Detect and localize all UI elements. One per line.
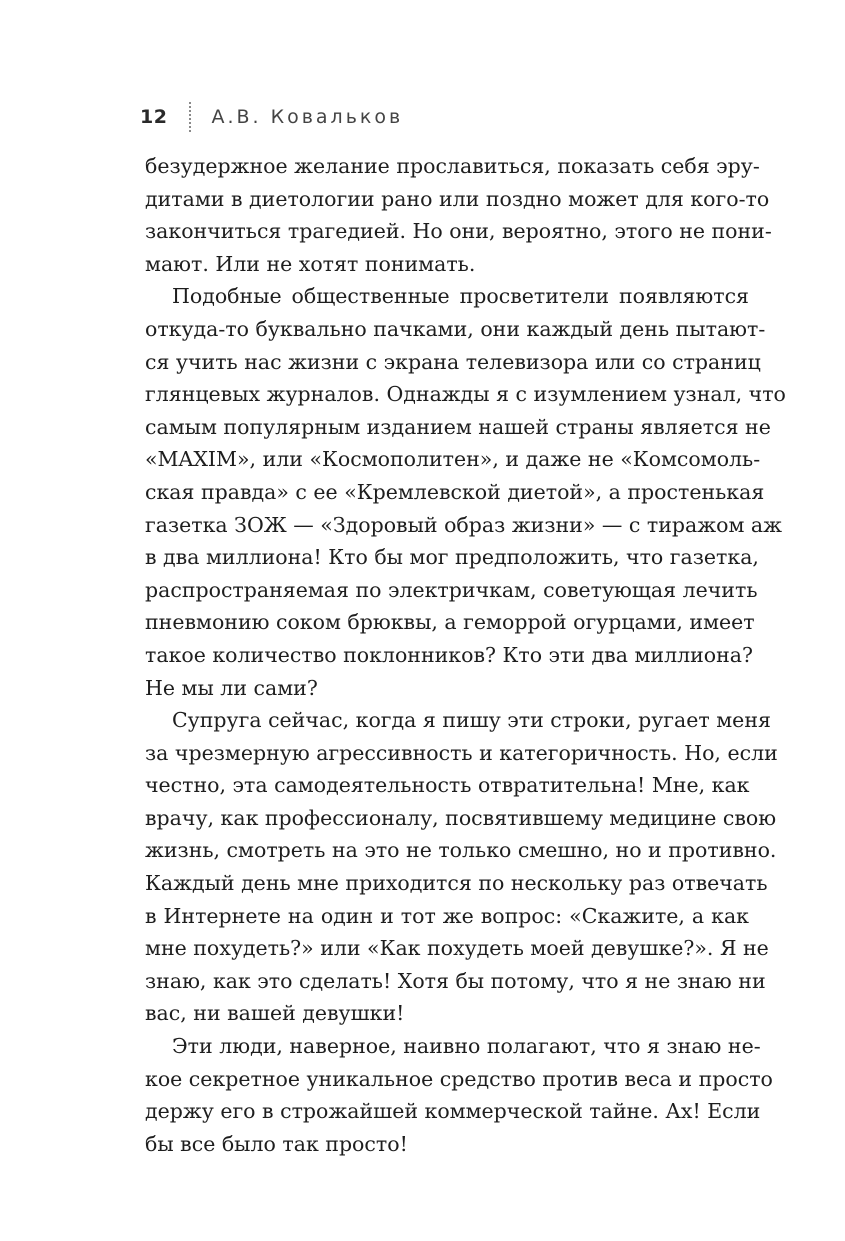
text-line: в два миллиона! Кто бы мог предположить, что газетка,: [145, 545, 759, 570]
text-line: глянцевых журналов. Однажды я с изумлением узнал, что: [145, 382, 786, 407]
text-line: в Интернете на один и тот же вопрос: «Скажите, а как: [145, 903, 749, 928]
text-line: честно, эта самодеятельность отвратительна! Мне, как: [145, 773, 750, 798]
text-line: распространяемая по электричкам, советующая лечить: [145, 577, 758, 602]
text-line: бы все было так просто!: [145, 1131, 408, 1156]
text-line: мают. Или не хотят понимать.: [145, 251, 476, 276]
page-number: 12: [140, 106, 168, 128]
text-line: кое секретное уникальное средство против веса и просто: [145, 1066, 773, 1091]
body-text: [145, 150, 786, 1160]
text-line: жизнь, смотреть на это не только смешно, но и противно.: [145, 838, 777, 863]
text-line: закончиться трагедией. Но они, вероятно, этого не пони-: [145, 219, 772, 244]
text-line: газетка ЗОЖ — «Здоровый образ жизни» — с тиражом аж: [145, 512, 783, 537]
running-head-author: А.В. Ковальков: [211, 106, 404, 128]
paragraph-first-line: Эти люди, наверное, наивно полагают, что я знаю не-: [172, 1034, 761, 1059]
text-line: пневмонию соком брюквы, а геморрой огурцами, имеет: [145, 610, 755, 635]
text-line: врачу, как профессионалу, посвятившему медицине свою: [145, 805, 777, 830]
text-line: безудержное желание прославиться, показать себя эру-: [145, 154, 760, 178]
text-line: Не мы ли сами?: [145, 675, 318, 700]
text-line: держу его в строжайшей коммерческой тайне. Ах! Если: [145, 1099, 761, 1124]
text-line: самым популярным изданием нашей страны является не: [145, 414, 771, 439]
paragraph-first-line: Подобные общественные просветители появляются: [172, 284, 749, 309]
text-line: вас, ни вашей девушки!: [145, 1001, 405, 1026]
paragraph-first-line: Супруга сейчас, когда я пишу эти строки, ругает меня: [172, 708, 771, 733]
text-line: знаю, как это сделать! Хотя бы потому, что я не знаю ни: [145, 968, 766, 993]
text-line: мне похудеть?» или «Как похудеть моей девушке?». Я не: [145, 936, 769, 961]
header-divider: [189, 102, 191, 132]
text-line: ская правда» с ее «Кремлевской диетой», а простенькая: [145, 479, 765, 504]
text-line: Каждый день мне приходится по нескольку раз отвечать: [145, 871, 768, 896]
text-line: откуда-то буквально пачками, они каждый день пытают-: [145, 316, 766, 341]
text-line: за чрезмерную агрессивность и категоричность. Но, если: [145, 740, 778, 765]
text-line: такое количество поклонников? Кто эти два миллиона?: [145, 642, 753, 667]
text-line: дитами в диетологии рано или поздно может для кого-то: [145, 186, 770, 211]
text-line: ся учить нас жизни с экрана телевизора или со страниц: [145, 349, 761, 374]
text-line: «MAXIM», или «Космополитен», и даже не «Комсомоль-: [145, 447, 761, 472]
page-header: [140, 100, 403, 134]
